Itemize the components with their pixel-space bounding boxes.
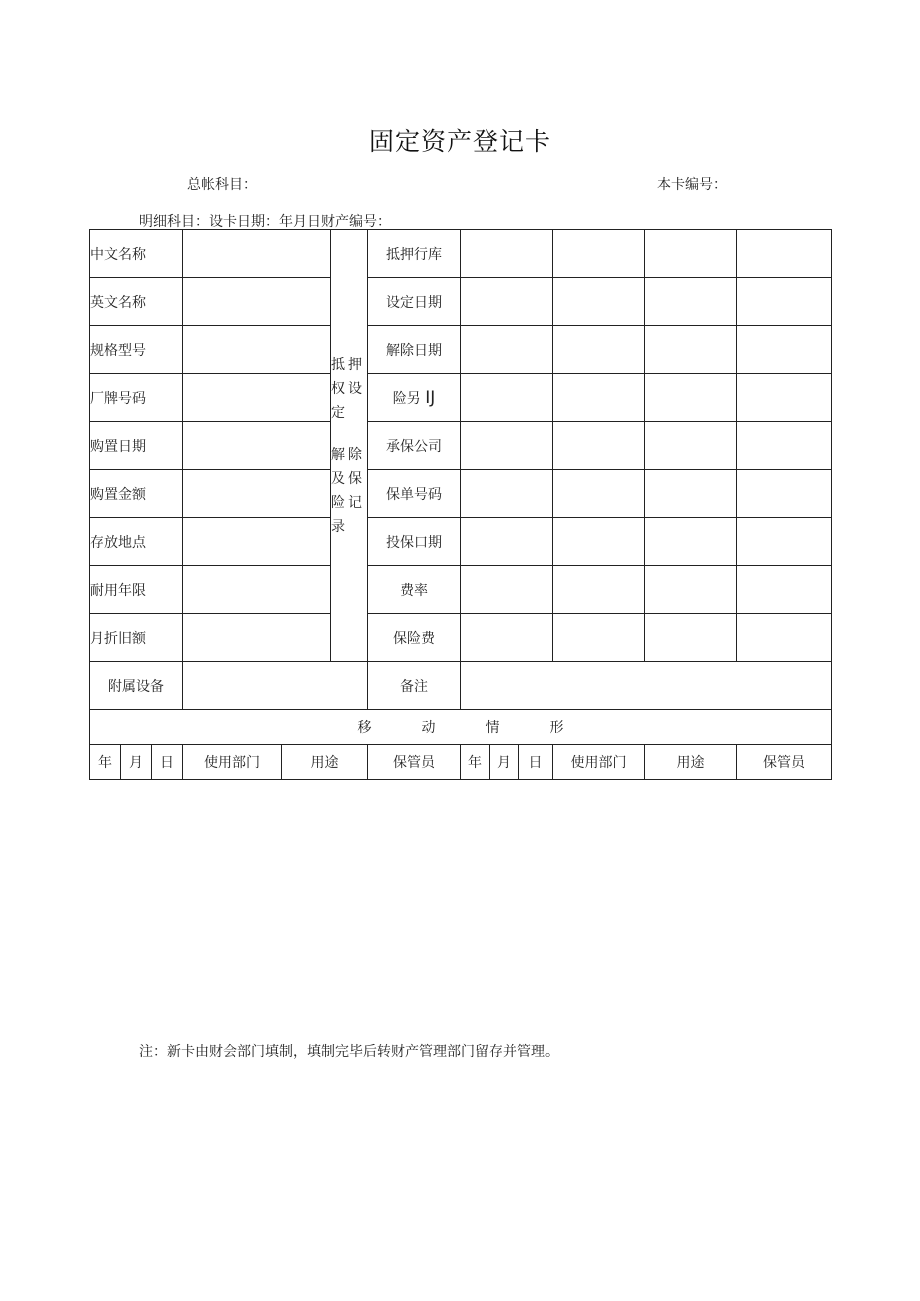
field-value-cell[interactable] (645, 470, 737, 518)
field-value-cell[interactable] (553, 614, 645, 662)
field-label: 月折旧额 (90, 614, 183, 662)
movement-column-header: 日 (152, 745, 183, 780)
field-value-cell[interactable] (461, 230, 553, 278)
general-ledger-label: 总帐科目： (187, 177, 257, 193)
field-label: 英文名称 (90, 278, 183, 326)
movement-column-header: 保管员 (737, 745, 832, 780)
field-value-cell[interactable] (461, 374, 553, 422)
vert-char: 解 (331, 446, 345, 463)
field-label: 抵押行库 (368, 230, 461, 278)
field-value-cell[interactable] (737, 566, 832, 614)
remarks-label: 备注 (368, 662, 461, 710)
field-value-cell[interactable] (183, 230, 331, 278)
vert-char: 设 (348, 380, 362, 397)
field-value-cell[interactable] (553, 326, 645, 374)
field-value-cell[interactable] (645, 566, 737, 614)
vert-char: 录 (331, 518, 345, 535)
field-value-cell[interactable] (553, 470, 645, 518)
field-value-cell[interactable] (553, 230, 645, 278)
vert-char: 除 (348, 446, 362, 463)
field-value-cell[interactable] (553, 278, 645, 326)
field-value-cell[interactable] (183, 326, 331, 374)
movement-section-title (90, 710, 832, 745)
detail-subject-line: 明细科目：设卡日期：年月日财产编号： (139, 214, 391, 230)
field-value-cell[interactable] (645, 518, 737, 566)
field-value-cell[interactable] (737, 614, 832, 662)
field-label: 保单号码 (368, 470, 461, 518)
movement-title-char: 移 (357, 720, 372, 736)
field-label: 存放地点 (90, 518, 183, 566)
field-value-cell[interactable] (183, 278, 331, 326)
field-value-cell[interactable] (461, 518, 553, 566)
vert-char: 押 (348, 356, 362, 373)
field-label: 费率 (368, 566, 461, 614)
field-label: 解除日期 (368, 326, 461, 374)
field-value-cell[interactable] (737, 470, 832, 518)
field-label-suffix: IJ (425, 387, 436, 408)
movement-column-header: 日 (519, 745, 553, 780)
page-title: 固定资产登记卡 (368, 127, 551, 156)
remarks-value-cell[interactable] (461, 662, 832, 710)
field-label-text: 险另 (392, 390, 421, 407)
field-label: 投保口期 (368, 518, 461, 566)
field-value-cell[interactable] (461, 614, 553, 662)
accessories-value-cell[interactable] (183, 662, 368, 710)
movement-column-header: 用途 (282, 745, 368, 780)
field-value-cell[interactable] (737, 278, 832, 326)
vert-char: 定 (331, 404, 345, 421)
vert-char: 保 (348, 470, 362, 487)
field-value-cell[interactable] (737, 326, 832, 374)
field-value-cell[interactable] (737, 518, 832, 566)
field-value-cell[interactable] (553, 422, 645, 470)
vert-char: 记 (348, 494, 362, 511)
field-value-cell[interactable] (183, 422, 331, 470)
field-value-cell[interactable] (183, 614, 331, 662)
field-value-cell[interactable] (183, 374, 331, 422)
field-value-cell[interactable] (461, 278, 553, 326)
movement-title-char: 情 (485, 720, 500, 736)
movement-column-header: 保管员 (368, 745, 461, 780)
field-label: 购置金额 (90, 470, 183, 518)
field-value-cell[interactable] (553, 374, 645, 422)
field-value-cell[interactable] (553, 518, 645, 566)
movement-column-header: 月 (121, 745, 152, 780)
field-value-cell[interactable] (737, 422, 832, 470)
field-label: 耐用年限 (90, 566, 183, 614)
field-label-insurance-type (368, 374, 461, 422)
vert-char: 权 (331, 380, 345, 397)
asset-registration-table (89, 229, 832, 780)
movement-column-header: 使用部门 (183, 745, 282, 780)
field-value-cell[interactable] (461, 326, 553, 374)
field-value-cell[interactable] (645, 326, 737, 374)
movement-title-char: 动 (421, 720, 436, 736)
vert-char: 及 (331, 470, 345, 487)
field-value-cell[interactable] (737, 374, 832, 422)
field-value-cell[interactable] (645, 374, 737, 422)
field-label: 承保公司 (368, 422, 461, 470)
movement-title-char: 形 (549, 720, 564, 736)
field-label: 规格型号 (90, 326, 183, 374)
movement-column-header: 月 (490, 745, 519, 780)
field-value-cell[interactable] (645, 278, 737, 326)
field-value-cell[interactable] (645, 422, 737, 470)
field-label: 中文名称 (90, 230, 183, 278)
field-value-cell[interactable] (183, 470, 331, 518)
movement-column-header: 用途 (645, 745, 737, 780)
field-value-cell[interactable] (553, 566, 645, 614)
accessories-label: 附属设备 (90, 662, 183, 710)
field-label: 厂牌号码 (90, 374, 183, 422)
field-value-cell[interactable] (183, 518, 331, 566)
movement-column-header: 年 (90, 745, 121, 780)
field-label: 保险费 (368, 614, 461, 662)
card-number-label: 本卡编号： (657, 177, 727, 193)
field-value-cell[interactable] (461, 566, 553, 614)
field-value-cell[interactable] (183, 566, 331, 614)
mortgage-insurance-vertical-label (331, 230, 368, 662)
footnote: 注：新卡由财会部门填制，填制完毕后转财产管理部门留存并管理。 (139, 1044, 559, 1060)
field-value-cell[interactable] (645, 614, 737, 662)
movement-column-header: 使用部门 (553, 745, 645, 780)
field-value-cell[interactable] (461, 470, 553, 518)
vert-char: 险 (331, 494, 345, 511)
vert-char: 抵 (331, 356, 345, 373)
field-value-cell[interactable] (645, 230, 737, 278)
field-label: 购置日期 (90, 422, 183, 470)
field-value-cell[interactable] (737, 230, 832, 278)
field-value-cell[interactable] (461, 422, 553, 470)
movement-column-header: 年 (461, 745, 490, 780)
field-label: 设定日期 (368, 278, 461, 326)
